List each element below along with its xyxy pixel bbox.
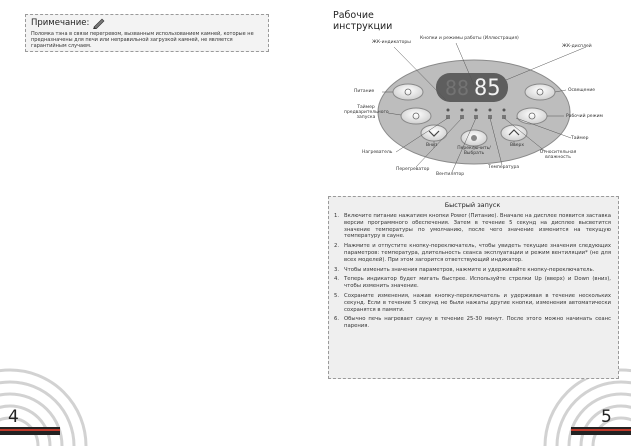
item-number: 4. [334,276,340,283]
mode-button[interactable] [517,108,547,124]
left-page [0,0,315,446]
item-text: Включите питание нажатием кнопки Power (Питание). Вначале на дисплее появится заставка версии программного обеспечения. Затем в течение 5 секунд на дисплее высветится значение температуры по умолчанию, после чего значение изменится на текущую температуру в сауне. [344,213,611,240]
decorative-arcs [0,0,315,446]
page-number-left: 4 [8,407,19,427]
item-text: Сохраните изменения, нажав кнопку-переключатель и удерживая в течение нескольких секунд. Если в течение 5 секунд не были нажаты другие кнопки, изменения автоматически сохранятся в памяти. [344,292,611,313]
up-button[interactable] [501,125,527,141]
item-text: Чтобы изменить значения параметров, нажмите и удерживайте кнопку-переключатель. [344,266,595,273]
label-buttons-modes: Кнопки и режимы работы (Иллюстрация) [420,36,519,41]
lcd-value: 85 [474,76,501,101]
label-lighting: Освещение [568,88,596,93]
item-number: 6. [334,316,340,323]
page-number-right: 5 [601,407,612,427]
select-icon [471,135,477,141]
item-number: 5. [334,292,340,299]
footer-bar-red-right [571,429,631,431]
note-title: Примечание: [31,18,90,28]
label-overheat: Перегреватор [396,167,430,172]
item-number: 1. [334,213,340,219]
note-box [25,14,269,52]
list-item [334,276,611,290]
label-up: Вверх [510,143,525,148]
item-text: Обычно печь нагревает сауну в течение 25-30 минут. После этого можно начинать сеанс парения. [344,316,611,330]
label-down: Вниз [426,143,438,148]
quick-start-title: Быстрый запуск [444,201,501,209]
item-number: 2. [334,243,340,250]
item-text: Теперь индикатор будет мигать быстрее. Используйте стрелки Up (вверх) и Down (вниз), чтобы изменить значение. [344,276,611,290]
label-work-mode: Рабочий режим [566,114,603,119]
list-item [334,267,611,274]
quick-start-list [334,213,611,330]
section-title-line1: Рабочие [333,10,374,21]
note-text: Поломка тэна в связи перегревом, вызванным использованием камней, которые не предназначены для печи или неправильной загрузкой камней, не является гарантийным случаем. [31,31,254,49]
quick-start-box [328,196,619,379]
label-heater: Нагреватель [362,150,393,155]
label-timer: Таймер [571,136,589,141]
label-lcd-indicators: ЖК-индикаторы [372,40,411,45]
control-panel-illustration [316,0,631,200]
label-switch: Переключить/ Выбрать [457,146,491,156]
label-humidity: Относительная влажность [539,150,577,160]
lcd-dim-digits: 88 [445,76,470,100]
light-button[interactable] [525,84,555,100]
right-page [316,0,631,446]
timer-pre-button[interactable] [401,108,431,124]
item-number: 3. [334,266,340,273]
label-power: Питание [354,89,375,94]
list-item [334,213,611,240]
label-lcd-display: ЖК-дисплей [562,44,592,49]
list-item [334,293,611,313]
note-heading [31,17,263,29]
list-item [334,243,611,263]
section-title-line2: инструкции [333,21,393,32]
pencil-icon [92,17,106,29]
label-temperature: Температура [488,165,520,170]
item-text: Нажмите и отпустите кнопку-переключатель, чтобы увидеть текущие значения следующих параметров: температура, длительность сеанса эксплуатации и режим вентиляции* (не для всех моделей). При этом загорится ответствующий индикатор. [344,243,611,263]
footer-bar-red [0,429,60,431]
power-button[interactable] [393,84,423,100]
label-timer-pre: Таймер предварительного запуска [344,105,389,120]
list-item [334,316,611,330]
label-fan: Вентилятор [436,172,465,177]
